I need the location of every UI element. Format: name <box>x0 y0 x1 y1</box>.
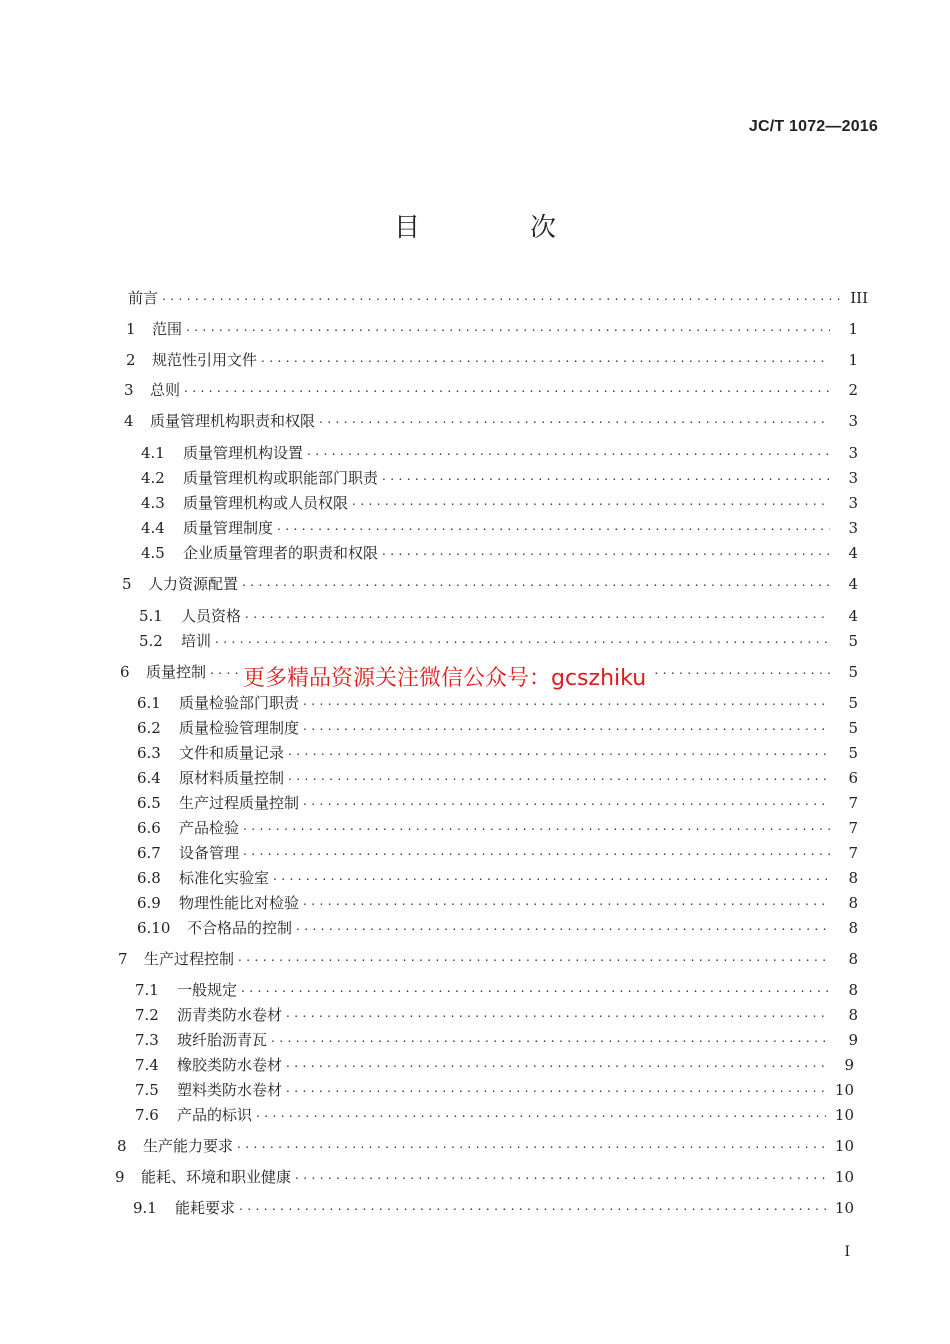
toc-entry <box>137 918 858 938</box>
toc-entry-number: 4.2 <box>141 469 165 487</box>
toc-entry-label: 质量检验管理制度 <box>179 719 300 737</box>
toc-entry-page: 10 <box>834 1199 854 1217</box>
toc-entry-number: 2 <box>126 351 136 369</box>
toc-leader-dots <box>237 1136 826 1156</box>
toc-entry-label: 前言 <box>128 289 159 307</box>
toc-entry-label: 生产过程控制 <box>144 950 235 968</box>
toc-entry-number: 5 <box>122 575 132 593</box>
toc-entry <box>137 818 858 838</box>
toc-entry-page: 8 <box>848 894 858 912</box>
toc-entry <box>137 768 858 788</box>
toc-entry-label: 橡胶类防水卷材 <box>177 1056 283 1074</box>
toc-entry-number: 6.3 <box>137 744 161 762</box>
toc-entry-page: 8 <box>848 919 858 937</box>
toc-entry-page: III <box>850 289 868 307</box>
toc-entry-label: 能耗、环境和职业健康 <box>141 1168 292 1186</box>
toc-entry <box>124 411 858 431</box>
toc-entry-label: 产品检验 <box>179 819 240 837</box>
toc-entry-label: 沥青类防水卷材 <box>177 1006 283 1024</box>
toc-entry-page: 7 <box>848 794 858 812</box>
toc-entry-page: 10 <box>834 1168 854 1186</box>
toc-entry-label: 范围 <box>152 320 183 338</box>
toc-entry-page: 5 <box>848 663 858 681</box>
toc-entry-number: 7.4 <box>135 1056 159 1074</box>
toc-entry-number: 6.4 <box>137 769 161 787</box>
toc-entry <box>137 718 858 738</box>
toc-entry-label: 质量管理机构或职能部门职责 <box>183 469 379 487</box>
toc-entry <box>122 574 858 594</box>
toc-entry-number: 7.3 <box>135 1031 159 1049</box>
toc-entry-label: 总则 <box>150 381 181 399</box>
toc-entry-number: 7.5 <box>135 1081 159 1099</box>
toc-entry-label: 生产过程质量控制 <box>179 794 300 812</box>
toc-entry-page: 5 <box>848 719 858 737</box>
toc-leader-dots <box>382 543 830 563</box>
toc-leader-dots <box>238 949 830 969</box>
toc-entry-label: 能耗要求 <box>175 1199 236 1217</box>
toc-entry <box>135 1005 858 1025</box>
toc-entry-number: 6.2 <box>137 719 161 737</box>
toc-entry <box>141 543 858 563</box>
toc-entry-number: 3 <box>124 381 134 399</box>
toc-leader-dots <box>288 768 830 788</box>
toc-entry-page: 10 <box>834 1106 854 1124</box>
toc-entry-number: 5.2 <box>139 632 163 650</box>
toc-entry <box>133 1198 854 1218</box>
toc-leader-dots <box>241 980 830 1000</box>
toc-leader-dots <box>186 319 830 339</box>
toc-entry-page: 7 <box>848 819 858 837</box>
toc-entry-number: 6.1 <box>137 694 161 712</box>
toc-entry <box>126 319 858 339</box>
toc-entry-page: 1 <box>848 351 858 369</box>
toc-entry-number: 6 <box>120 663 130 681</box>
toc-leader-dots <box>288 743 830 763</box>
watermark-text: 更多精品资源关注微信公众号：gcszhiku <box>240 661 649 692</box>
toc-leader-dots <box>184 380 830 400</box>
toc-entry <box>135 1030 858 1050</box>
toc-entry-page: 3 <box>848 444 858 462</box>
toc-entry-label: 文件和质量记录 <box>179 744 285 762</box>
toc-leader-dots <box>286 1080 826 1100</box>
toc-entry-number: 4.1 <box>141 444 165 462</box>
toc-entry <box>117 1136 854 1156</box>
toc-entry-page: 7 <box>848 844 858 862</box>
toc-entry <box>141 493 858 513</box>
toc-leader-dots <box>242 574 830 594</box>
toc-entry <box>115 1167 854 1187</box>
toc-entry <box>135 1080 854 1100</box>
toc-entry <box>128 288 868 308</box>
toc-leader-dots <box>256 1105 826 1125</box>
toc-entry-page: 3 <box>848 412 858 430</box>
toc-entry-page: 4 <box>848 607 858 625</box>
toc-entry-number: 7.1 <box>135 981 159 999</box>
toc-leader-dots <box>245 606 830 626</box>
toc-entry-label: 物理性能比对检验 <box>179 894 300 912</box>
toc-entry <box>135 1055 854 1075</box>
toc-entry-number: 9 <box>115 1168 125 1186</box>
toc-entry-page: 3 <box>848 469 858 487</box>
toc-leader-dots <box>162 288 840 308</box>
toc-entry-page: 4 <box>848 575 858 593</box>
toc-entry <box>137 868 858 888</box>
toc-entry-page: 8 <box>848 869 858 887</box>
toc-entry-number: 4 <box>124 412 134 430</box>
toc-entry <box>137 893 858 913</box>
toc-entry-number: 9.1 <box>133 1199 157 1217</box>
toc-entry-label: 质量检验部门职责 <box>179 694 300 712</box>
toc-entry-label: 质量管理机构或人员权限 <box>183 494 349 512</box>
toc-leader-dots <box>271 1030 830 1050</box>
toc-entry-number: 4.3 <box>141 494 165 512</box>
toc-leader-dots <box>303 718 830 738</box>
toc-entry-label: 原材料质量控制 <box>179 769 285 787</box>
toc-entry <box>141 468 858 488</box>
toc-entry-page: 10 <box>834 1081 854 1099</box>
toc-entry <box>126 350 858 370</box>
toc-leader-dots <box>303 693 830 713</box>
toc-entry <box>137 843 858 863</box>
toc-leader-dots <box>303 793 830 813</box>
toc-entry-page: 3 <box>848 494 858 512</box>
toc-entry-label: 一般规定 <box>177 981 238 999</box>
toc-entry <box>139 631 858 651</box>
toc-entry-page: 2 <box>848 381 858 399</box>
toc-entry-page: 5 <box>848 694 858 712</box>
toc-entry-label: 生产能力要求 <box>143 1137 234 1155</box>
toc-entry <box>141 443 858 463</box>
toc-leader-dots <box>243 843 830 863</box>
toc-entry-page: 3 <box>848 519 858 537</box>
toc-leader-dots <box>286 1005 830 1025</box>
toc-entry-label: 人力资源配置 <box>148 575 239 593</box>
toc-entry-number: 7 <box>118 950 128 968</box>
toc-entry-label: 塑料类防水卷材 <box>177 1081 283 1099</box>
toc-entry-number: 6.7 <box>137 844 161 862</box>
toc-entry-label: 标准化实验室 <box>179 869 270 887</box>
toc-entry <box>124 380 858 400</box>
toc-entry <box>135 980 858 1000</box>
toc-entry-number: 4.5 <box>141 544 165 562</box>
toc-leader-dots <box>277 518 830 538</box>
toc-entry-number: 6.10 <box>137 919 171 937</box>
toc-entry <box>118 949 858 969</box>
toc-leader-dots <box>382 468 830 488</box>
toc-leader-dots <box>273 868 830 888</box>
page-number: I <box>844 1244 850 1260</box>
toc-leader-dots <box>215 631 830 651</box>
toc-entry-number: 5.1 <box>139 607 163 625</box>
toc-entry-page: 5 <box>848 744 858 762</box>
toc-entry-label: 设备管理 <box>179 844 240 862</box>
toc-entry-label: 不合格品的控制 <box>187 919 293 937</box>
toc-entry-page: 10 <box>834 1137 854 1155</box>
toc-leader-dots <box>352 493 830 513</box>
toc-entry <box>135 1105 854 1125</box>
toc-entry-number: 7.2 <box>135 1006 159 1024</box>
toc-entry-label: 规范性引用文件 <box>152 351 258 369</box>
toc-entry-number: 8 <box>117 1137 127 1155</box>
standard-number: JC/T 1072—2016 <box>748 118 878 135</box>
toc-leader-dots <box>286 1055 826 1075</box>
toc-entry-label: 质量管理制度 <box>183 519 274 537</box>
toc-entry-number: 6.6 <box>137 819 161 837</box>
toc-entry-label: 质量管理机构职责和权限 <box>150 412 316 430</box>
toc-entry-label: 玻纤胎沥青瓦 <box>177 1031 268 1049</box>
toc-leader-dots <box>243 818 830 838</box>
page-title: 目 次 <box>393 213 598 243</box>
toc-entry-label: 产品的标识 <box>177 1106 253 1124</box>
toc-entry-number: 1 <box>126 320 136 338</box>
toc-entry-number: 7.6 <box>135 1106 159 1124</box>
toc-leader-dots <box>295 1167 826 1187</box>
toc-leader-dots <box>296 918 830 938</box>
toc-entry-page: 8 <box>848 1006 858 1024</box>
toc-entry-page: 4 <box>848 544 858 562</box>
toc-entry <box>137 743 858 763</box>
toc-entry-number: 6.8 <box>137 869 161 887</box>
toc-entry-page: 8 <box>848 950 858 968</box>
toc-entry <box>139 606 858 626</box>
toc-entry <box>141 518 858 538</box>
toc-entry-label: 质量管理机构设置 <box>183 444 304 462</box>
toc-entry <box>137 793 858 813</box>
toc-leader-dots <box>319 411 830 431</box>
toc-entry-number: 6.9 <box>137 894 161 912</box>
toc-entry-label: 培训 <box>181 632 212 650</box>
toc-entry-label: 质量控制 <box>146 663 207 681</box>
toc-entry-label: 企业质量管理者的职责和权限 <box>183 544 379 562</box>
toc-entry <box>137 693 858 713</box>
toc-entry-page: 6 <box>848 769 858 787</box>
toc-entry-page: 5 <box>848 632 858 650</box>
toc-entry-page: 9 <box>848 1031 858 1049</box>
toc-entry-page: 9 <box>844 1056 854 1074</box>
toc-entry-page: 8 <box>848 981 858 999</box>
toc-leader-dots <box>239 1198 826 1218</box>
toc-leader-dots <box>307 443 830 463</box>
toc-entry-number: 4.4 <box>141 519 165 537</box>
toc-entry-label: 人员资格 <box>181 607 242 625</box>
toc-entry-page: 1 <box>848 320 858 338</box>
toc-leader-dots <box>303 893 830 913</box>
toc-leader-dots <box>261 350 830 370</box>
toc-entry-number: 6.5 <box>137 794 161 812</box>
